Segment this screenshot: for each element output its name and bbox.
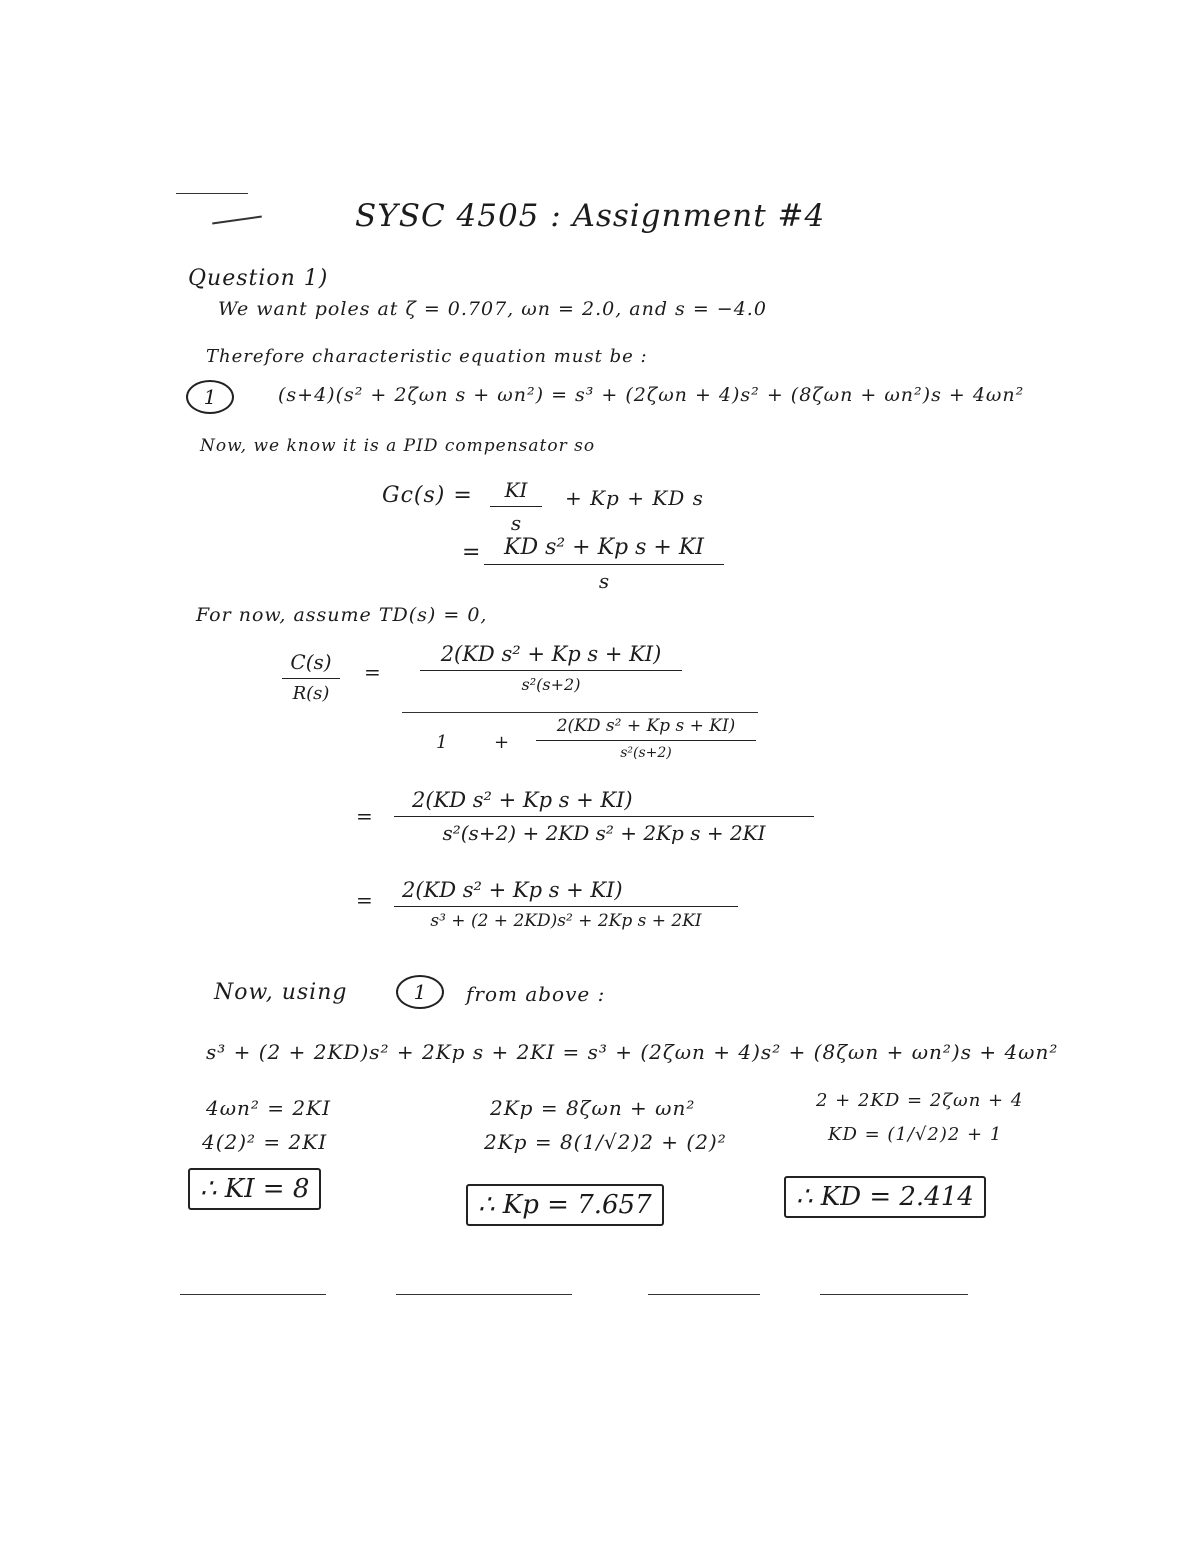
line-now-using: Now, using <box>214 980 348 1005</box>
gc2-fraction <box>484 535 724 593</box>
footer-rule-1 <box>180 1294 326 1295</box>
gc-lhs: Gc(s) = <box>382 483 473 508</box>
line-want-poles: We want poles at ζ = 0.707, ωn = 2.0, and s = −4.0 <box>218 298 767 320</box>
gc2-denominator: s <box>598 569 610 593</box>
ki-line-1: 4ωn² = 2KI <box>206 1096 331 1120</box>
kd-line-2: KD = (1/√2)2 + 1 <box>828 1124 1003 1145</box>
footer-rule-2 <box>396 1294 572 1295</box>
ki-line-2: 4(2)² = 2KI <box>202 1130 328 1154</box>
step2-numerator: 2(KD s² + Kp s + KI) <box>412 788 633 812</box>
gc2-numerator: KD s² + Kp s + KI <box>504 535 704 560</box>
step2-fraction <box>394 788 814 845</box>
step2-denominator: s²(s+2) + 2KD s² + 2Kp s + 2KI <box>442 821 766 845</box>
kd-answer: ∴ KD = 2.414 <box>784 1176 986 1218</box>
step2-equals: = <box>356 804 374 828</box>
cr-bottom-fraction <box>536 716 756 761</box>
gc-rest: + Kp + KD s <box>565 486 704 510</box>
cr-plus: + <box>494 732 511 753</box>
cr-numerator: C(s) <box>290 650 332 674</box>
gc-numerator: KI <box>504 478 528 502</box>
step3-denominator: s³ + (2 + 2KD)s² + 2Kp s + 2KI <box>430 911 702 931</box>
kd-line-1: 2 + 2KD = 2ζωn + 4 <box>816 1090 1024 1111</box>
kp-line-1: 2Kp = 8ζωn + ωn² <box>490 1096 696 1120</box>
characteristic-equation: (s+4)(s² + 2ζωn s + ωn²) = s³ + (2ζωn + 4)s² + (8ζωn + ωn²)s + 4ωn² <box>278 384 1025 406</box>
footer-rule-4 <box>820 1294 968 1295</box>
kp-line-2: 2Kp = 8(1/√2)2 + (2)² <box>484 1130 727 1154</box>
cr-bottom-denominator: s²(s+2) <box>620 745 672 761</box>
step3-fraction <box>394 878 738 931</box>
cr-denominator: R(s) <box>292 683 330 704</box>
line-from-above: from above : <box>466 982 606 1006</box>
equation-number-1: 1 <box>186 380 234 414</box>
equation-number-1-ref: 1 <box>396 975 444 1009</box>
cr-top-denominator: s²(s+2) <box>521 675 581 694</box>
step3-numerator: 2(KD s² + Kp s + KI) <box>402 878 623 902</box>
cr-one: 1 <box>436 732 449 753</box>
cr-top-fraction <box>420 642 682 694</box>
line-therefore: Therefore characteristic equation must be : <box>206 346 648 367</box>
gc-denominator: s <box>510 511 522 535</box>
header-rule <box>176 193 248 194</box>
cr-top-numerator: 2(KD s² + Kp s + KI) <box>440 642 662 666</box>
page-title: SYSC 4505 : Assignment #4 <box>355 198 826 234</box>
header-dash <box>212 216 262 225</box>
footer-rule-3 <box>648 1294 760 1295</box>
cr-fraction <box>282 650 340 704</box>
line-assume: For now, assume TD(s) = 0, <box>196 604 488 626</box>
line-pid: Now, we know it is a PID compensator so <box>200 436 596 456</box>
cr-main-bar <box>402 712 758 713</box>
gc-fraction <box>490 478 542 535</box>
ki-answer: ∴ KI = 8 <box>188 1168 321 1210</box>
step3-equals: = <box>356 888 374 912</box>
coefficient-comparison: s³ + (2 + 2KD)s² + 2Kp s + 2KI = s³ + (2ζωn + 4)s² + (8ζωn + ωn²)s + 4ωn² <box>206 1040 1059 1064</box>
cr-equals: = <box>364 660 382 684</box>
gc2-equals: = <box>462 540 482 565</box>
cr-bottom-numerator: 2(KD s² + Kp s + KI) <box>556 716 736 736</box>
question-label: Question 1) <box>188 266 329 291</box>
kp-answer: ∴ Kp = 7.657 <box>466 1184 664 1226</box>
